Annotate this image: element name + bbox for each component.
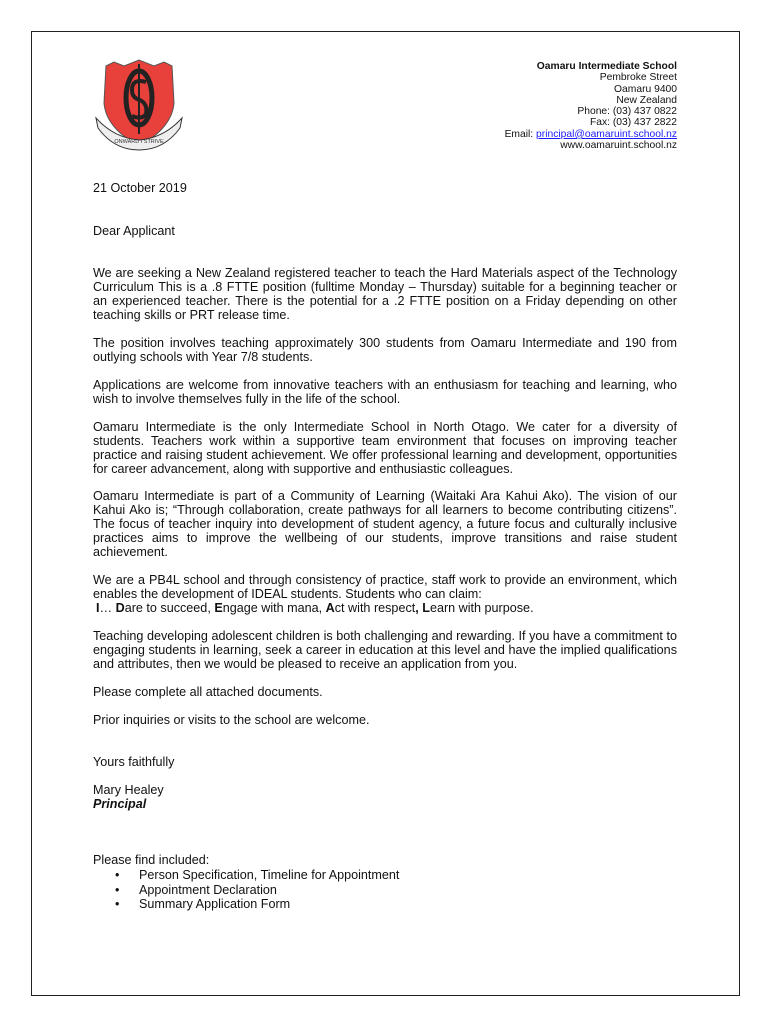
ideal-letter: D: [115, 601, 125, 615]
enclosure-item: • Person Specification, Timeline for Appointment: [93, 868, 677, 883]
ideal-letter: A: [325, 601, 335, 615]
website: www.oamaruint.school.nz: [560, 140, 677, 152]
paragraph: Please complete all attached documents.: [93, 685, 323, 699]
street: Pembroke Street: [599, 72, 677, 84]
salutation: Dear Applicant: [93, 224, 175, 238]
paragraph: We are seeking a New Zealand registered teacher to teach the Hard Materials aspect of the Technology Curriculum This is a .8 FTTE position (fulltime Monday – Thursday) suitable for a beginning teacher or an experienced teacher. There is the potential for a .2 FTTE position on a Friday depending on other teaching skills or PRT release time.: [93, 266, 677, 322]
paragraph: Applications are welcome from innovative teachers with an enthusiasm for teaching and learning, who wish to involve themselves fully in the life of the school.: [93, 378, 677, 406]
paragraph: We are a PB4L school and through consistency of practice, staff work to provide an environment, which enables the development of IDEAL students. Students who can claim:: [93, 573, 677, 601]
fax: Fax: (03) 437 2822: [589, 117, 677, 129]
ideal-text: are to succeed,: [124, 601, 215, 615]
school-crest-logo: [94, 58, 184, 158]
email-link[interactable]: principal@oamaruint.school.nz: [536, 128, 677, 140]
ideal-text: earn with purpose.: [429, 601, 534, 615]
city: Oamaru 9400: [614, 83, 677, 95]
paragraph: Oamaru Intermediate is the only Intermediate School in North Otago. We cater for a diversity of students. Teachers work within a supportive team environment that focuses on improving teacher practice and raising student achievement. We offer professional learning and development, opportunities for career advancement, along with supportive and enthusiastic colleagues.: [93, 420, 677, 476]
signer-name: Mary Healey: [93, 783, 164, 797]
ideal-letter: L: [422, 601, 430, 615]
svg-text:ONWARD I STRIVE: ONWARD I STRIVE: [114, 139, 164, 145]
country: New Zealand: [616, 94, 677, 106]
paragraph: The position involves teaching approximately 300 students from Oamaru Intermediate and 190 from outlying schools with Year 7/8 students.: [93, 336, 677, 364]
school-name: Oamaru Intermediate School: [536, 61, 677, 72]
email-label: Email:: [504, 128, 537, 140]
closing: Yours faithfully: [93, 755, 175, 769]
signer-title: Principal: [93, 797, 147, 811]
phone: Phone: (03) 437 0822: [577, 106, 677, 118]
ideal-text: …: [99, 601, 116, 615]
ideal-line: [96, 601, 680, 615]
ideal-text: ct with respect: [334, 601, 416, 615]
ideal-letter: ,: [415, 601, 419, 615]
enclosure-item: • Summary Application Form: [93, 897, 677, 912]
school-address-block: [505, 61, 677, 151]
ideal-letter: I: [96, 601, 100, 615]
enclosures-heading: Please find included:: [93, 853, 210, 867]
paragraph: Teaching developing adolescent children is both challenging and rewarding. If you have a commitment to engaging students in learning, seek a career in education at this level and have the implied qualifications and attributes, then we would be pleased to receive an application from you.: [93, 629, 677, 671]
ideal-letter: E: [214, 601, 223, 615]
letter-date: 21 October 2019: [93, 181, 187, 195]
paragraph: Prior inquiries or visits to the school are welcome.: [93, 713, 370, 727]
enclosures-list: [93, 868, 677, 912]
ideal-text: ngage with mana,: [222, 601, 326, 615]
paragraph: Oamaru Intermediate is part of a Community of Learning (Waitaki Ara Kahui Ako). The vision of our Kahui Ako is; “Through collaboration, create pathways for all learners to become contributing citizens”. The focus of teacher inquiry into development of student agency, a future focus and culturally inclusive practices aims to improve the wellbeing of our students, improve transitions and raise student achievement.: [93, 489, 677, 559]
enclosure-item: • Appointment Declaration: [93, 883, 677, 898]
